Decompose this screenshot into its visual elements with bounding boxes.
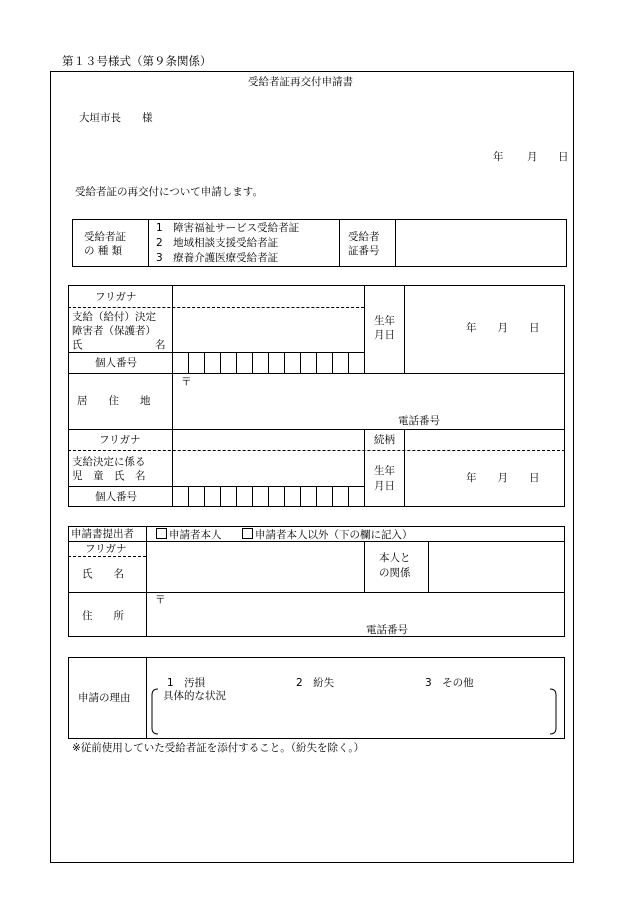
cert-option-1: 1 障害福祉サービス受給者証: [156, 222, 300, 234]
child-personal-number-label: 個人番号: [95, 491, 137, 503]
submitter-relation-label: 本人と: [379, 552, 411, 564]
date-month-label: 月: [527, 151, 538, 163]
submitter-option-self[interactable]: [156, 528, 222, 541]
submitter-postal-mark: 〒: [155, 594, 166, 606]
cert-number-label-2: 証番号: [348, 245, 380, 257]
cert-option-2: 2 地域相談支援受給者証: [156, 237, 279, 249]
submitter-address-label: 住 所: [82, 610, 124, 622]
submitter-option-self-text: 申請者本人: [169, 529, 222, 541]
child-birth-label-2: 月日: [374, 480, 395, 492]
reason-option-1[interactable]: 1 汚損: [167, 677, 206, 689]
relation-label: 続柄: [374, 434, 395, 446]
submitter-address-field[interactable]: [147, 593, 564, 636]
child-name-label-2: 児 童 氏 名: [72, 470, 146, 482]
submitter-furigana-label: フリガナ: [85, 543, 127, 555]
intro-text: 受給者証の再交付について申請します。: [75, 186, 263, 198]
reason-detail-field[interactable]: [160, 704, 550, 732]
phone-label: 電話番号: [398, 415, 440, 427]
submitter-name-label: 氏 名: [82, 568, 124, 580]
postal-mark: 〒: [181, 376, 192, 388]
cert-type-label-2: の 種 類: [84, 245, 123, 257]
applicant-name-label-3b: 名: [155, 339, 166, 351]
applicant-birth-value: 年 月 日: [466, 322, 540, 334]
address-field[interactable]: [173, 374, 564, 428]
applicant-furigana-label: フリガナ: [95, 291, 137, 303]
child-furigana-label: フリガナ: [99, 434, 141, 446]
reason-detail-label: 具体的な状況: [163, 690, 226, 702]
child-birth-value: 年 月 日: [466, 472, 540, 484]
submitter-option-other[interactable]: [242, 528, 413, 541]
checkbox-self[interactable]: [156, 528, 167, 539]
applicant-name-label-2: 障害者（保護者）: [72, 325, 156, 337]
applicant-birth-label: 生年: [374, 315, 395, 327]
reason-option-3[interactable]: 3 その他: [425, 677, 474, 689]
date-year-label: 年: [493, 151, 504, 163]
checkbox-other[interactable]: [242, 528, 253, 539]
submitter-relation-label-2: の関係: [379, 567, 411, 579]
applicant-birth-label-2: 月日: [374, 329, 395, 341]
left-bracket: [152, 689, 158, 734]
right-bracket: [550, 689, 556, 734]
submitter-relation-field[interactable]: [429, 542, 564, 591]
address-label: 居 住 地: [77, 395, 151, 407]
cert-number-label: 受給者: [348, 231, 380, 243]
submitter-option-other-text: 申請者本人以外（下の欄に記入）: [255, 529, 413, 541]
child-birth-label: 生年: [374, 465, 395, 477]
personal-number-label: 個人番号: [95, 357, 137, 369]
reason-option-2[interactable]: 2 紛失: [296, 677, 335, 689]
reason-label: 申請の理由: [78, 692, 131, 704]
addressee: 大垣市長 様: [79, 112, 153, 124]
cert-number-field[interactable]: [396, 220, 566, 266]
child-name-field[interactable]: [173, 451, 363, 485]
form-number: 第１３号様式（第９条関係）: [62, 54, 212, 68]
attachment-note: ※従前使用していた受給者証を添付すること。（紛失を除く。）: [72, 742, 365, 754]
form-title: 受給者証再交付申請書: [248, 76, 353, 88]
applicant-name-field[interactable]: [173, 308, 363, 351]
child-name-label: 支給決定に係る: [72, 456, 146, 468]
submitter-phone-label: 電話番号: [366, 624, 408, 636]
submitter-label: 申請書提出者: [71, 528, 134, 540]
applicant-name-label: 支給（給付）決定: [72, 311, 156, 323]
date-day-label: 日: [558, 151, 569, 163]
cert-type-label: 受給者証: [84, 231, 126, 243]
applicant-name-label-3a: 氏: [72, 339, 83, 351]
submitter-name-field[interactable]: [147, 542, 363, 591]
cert-option-3: 3 療養介護医療受給者証: [156, 252, 279, 264]
